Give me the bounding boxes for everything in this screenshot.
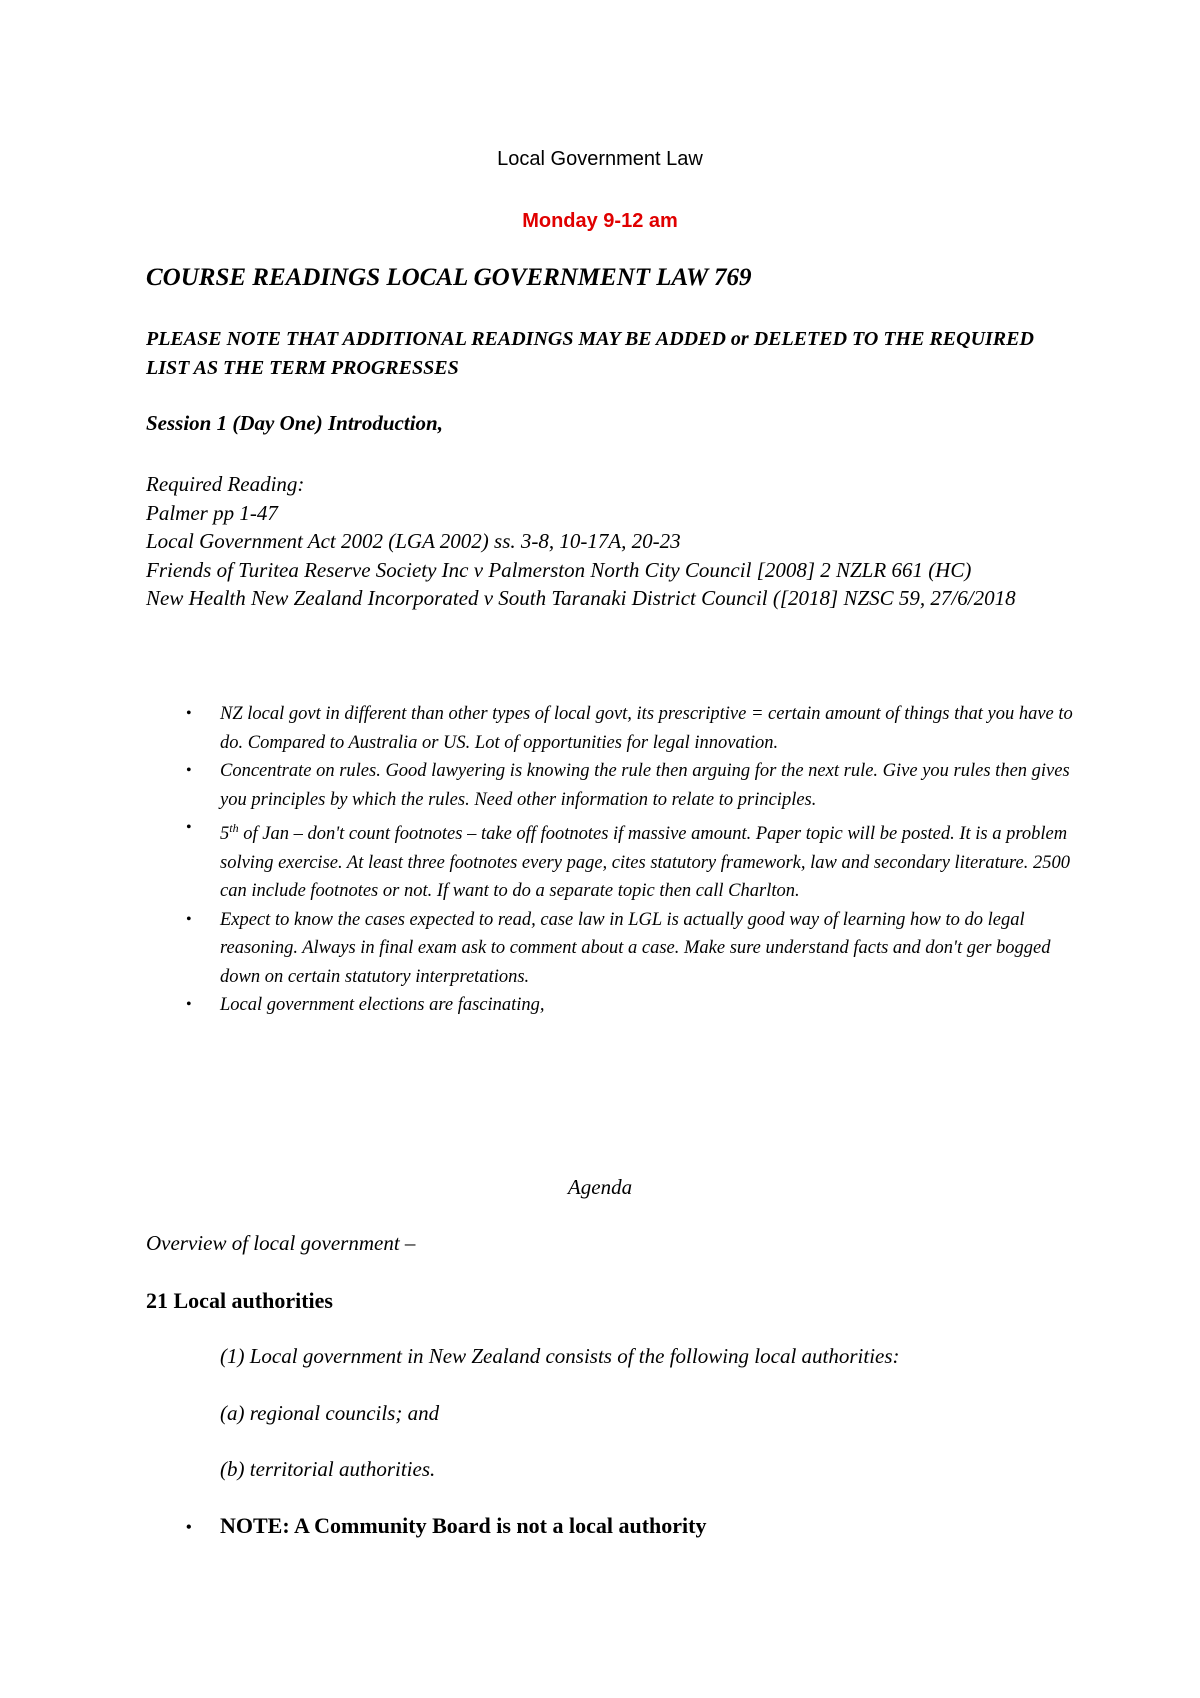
list-item-rest: of Jan – don't count footnotes – take off footnotes if massive amount. Paper topic will be posted. It is a problem solving exercise. At least three footnotes every page, cites statutory framework, law and secondary literature. 2500 can include footnotes or not. If want to do a separate topic then call Charlton. xyxy=(220,824,1070,902)
reading-item: Local Government Act 2002 (LGA 2002) ss. 3-8, 10-17A, 20-23 xyxy=(146,529,681,553)
section-title: 21 Local authorities xyxy=(146,1288,333,1313)
bullet-icon: • xyxy=(186,705,192,722)
list-item xyxy=(146,700,1076,757)
day-number: 5 xyxy=(220,824,230,845)
reading-item: Palmer pp 1-47 xyxy=(146,500,278,525)
lecture-notes-list xyxy=(146,700,1076,1020)
list-item-text: NZ local govt in different than other types of local govt, its prescriptive = certain amount of things that you have to do. Compared to Australia or US. Lot of opportunities for legal innovation. xyxy=(220,704,1073,753)
session-title: Session 1 (Day One) Introduction, xyxy=(146,411,443,435)
readings-note: PLEASE NOTE THAT ADDITIONAL READINGS MAY BE ADDED or DELETED TO THE REQUIRED LIST AS THE TERM PROGRESSES xyxy=(146,328,1034,379)
overview-line: Overview of local government – xyxy=(146,1231,416,1255)
bullet-icon: • xyxy=(186,910,192,928)
list-item xyxy=(146,991,1076,1020)
bullet-icon: • xyxy=(186,762,192,779)
reading-item: Friends of Turitea Reserve Society Inc v Palmerston North City Council [2008] 2 NZLR 661 (HC) xyxy=(146,557,972,582)
reading-item: New Health New Zealand Incorporated v South Taranaki District Council ([2018] NZSC 59, 27/6/2018 xyxy=(146,586,1016,610)
list-item-text: Concentrate on rules. Good lawyering is knowing the rule then arguing for the next rule. Give you rules then gives you principles by which the rules. Need other information to relate to principles. xyxy=(220,761,1070,810)
list-item xyxy=(146,814,1076,906)
bullet-icon: • xyxy=(186,819,192,836)
final-note-text: NOTE: A Community Board is not a local authority xyxy=(220,1513,707,1538)
ordinal-suffix: th xyxy=(229,821,239,835)
final-note xyxy=(146,1513,706,1539)
list-item xyxy=(146,757,1076,814)
clause-b: (b) territorial authorities. xyxy=(220,1457,436,1481)
list-item xyxy=(146,906,1076,992)
list-item-text xyxy=(220,821,1070,902)
course-heading: COURSE READINGS LOCAL GOVERNMENT LAW 769 xyxy=(146,264,752,291)
session-time: Monday 9-12 am xyxy=(522,210,678,232)
list-item-text: Expect to know the cases expected to read, case law in LGL is actually good way of learning how to do legal reasoning. Always in final exam ask to comment about a case. Make sure understand facts and don't ger bogged down on certain statutory interpretations. xyxy=(220,909,1051,987)
bullet-icon: • xyxy=(186,1518,192,1536)
clause-1: (1) Local government in New Zealand consists of the following local authorities: xyxy=(220,1344,900,1368)
document-title: Local Government Law xyxy=(497,148,703,170)
list-item-text: Local government elections are fascinating, xyxy=(220,995,545,1016)
bullet-icon: • xyxy=(186,996,192,1014)
clause-a: (a) regional councils; and xyxy=(220,1401,440,1425)
agenda-heading: Agenda xyxy=(567,1175,633,1199)
required-reading xyxy=(146,470,1096,613)
required-reading-label: Required Reading: xyxy=(146,472,305,496)
